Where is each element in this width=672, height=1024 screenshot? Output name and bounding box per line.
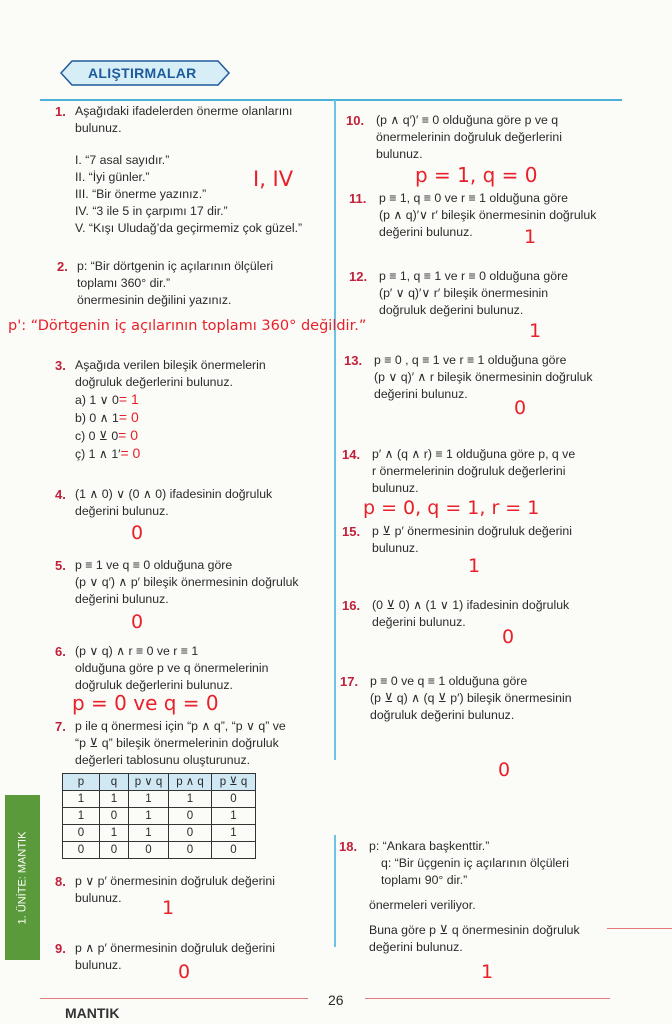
question-text: bulunuz.	[372, 481, 419, 495]
table-header: p ∧ q	[169, 774, 212, 791]
question-number: 1.	[55, 104, 66, 119]
sub-question-text: c) 0 ⊻ 0	[75, 429, 119, 443]
question-text: doğruluk değerlerini bulunuz.	[75, 375, 233, 389]
page-number: 26	[328, 992, 344, 1008]
question-text: bulunuz.	[372, 541, 419, 555]
question-text: toplamı 360° dir.”	[77, 276, 171, 290]
question-text: Buna göre p ⊻ q önermesinin doğruluk	[369, 923, 580, 937]
question-number: 10.	[346, 113, 365, 128]
handwritten-answer: 1	[481, 961, 494, 983]
sub-answer: = 0	[120, 445, 141, 461]
question-text: p ≡ 1, q ≡ 1 ve r ≡ 0 olduğuna göre	[379, 269, 569, 283]
question-number: 16.	[342, 598, 361, 613]
question-12	[349, 268, 569, 319]
header-divider	[40, 99, 622, 101]
footer-title: MANTIK	[65, 1005, 120, 1021]
column-divider-lower	[334, 835, 336, 947]
handwritten-answer: p = 0, q = 1, r = 1	[363, 497, 540, 519]
question-11	[349, 190, 597, 241]
question-9	[55, 940, 275, 974]
question-text: (p ∨ q′) ∧ p′ bileşik önermesinin doğruluk	[75, 575, 299, 589]
handwritten-answer: 1	[524, 226, 537, 248]
table-cell: 0	[100, 842, 129, 859]
question-text: (p ∨ q) ∧ r ≡ 0 ve r ≡ 1	[75, 644, 199, 658]
section-title: ALIŞTIRMALAR	[88, 65, 197, 81]
question-text: p ≡ 0 ve q ≡ 1 olduğuna göre	[370, 674, 528, 688]
handwritten-answer: 1	[162, 897, 175, 919]
sub-question	[75, 445, 266, 463]
question-text: değerleri tablosunu oluşturunuz.	[75, 753, 251, 767]
question-text: değerini bulunuz.	[369, 940, 463, 954]
question-text: p′ ∧ (q ∧ r) ≡ 1 olduğuna göre p, q ve	[372, 447, 576, 461]
column-divider	[334, 100, 336, 760]
table-cell: 1	[63, 791, 100, 808]
question-text: (p ∧ q′)′ ≡ 0 olduğuna göre p ve q	[376, 113, 559, 127]
question-5	[55, 557, 299, 608]
question-text: değerini bulunuz.	[372, 615, 466, 629]
handwritten-answer: 1	[529, 320, 542, 342]
table-cell: 1	[63, 808, 100, 825]
table-row	[63, 808, 256, 825]
question-text: bulunuz.	[376, 147, 423, 161]
question-number: 13.	[344, 353, 363, 368]
sub-question-text: ç) 1 ∧ 1′	[75, 447, 121, 461]
question-7	[55, 718, 286, 769]
question-16	[342, 597, 570, 631]
question-text: (p ∧ q)′∨ r′ bileşik önermesinin doğruluk	[379, 208, 597, 222]
question-text: “p ⊻ q” bileşik önermelerinin doğruluk	[75, 736, 279, 750]
table-cell: 1	[129, 825, 169, 842]
question-text: değerini bulunuz.	[374, 387, 468, 401]
question-number: 8.	[55, 874, 66, 889]
question-text	[369, 889, 580, 897]
question-number: 14.	[342, 447, 361, 462]
question-text: değerini bulunuz.	[75, 592, 169, 606]
table-cell: 0	[169, 808, 212, 825]
handwritten-answer: 0	[502, 626, 515, 648]
truth-table	[62, 773, 256, 859]
question-text: önermesinin değilini yazınız.	[77, 293, 232, 307]
table-cell: 0	[169, 825, 212, 842]
question-text: bulunuz.	[75, 891, 122, 905]
table-cell: 1	[100, 791, 129, 808]
sub-question	[75, 427, 266, 445]
handwritten-answer: p = 1, q = 0	[415, 163, 538, 187]
question-text: p ≡ 0 , q ≡ 1 ve r ≡ 1 olduğuna göre	[374, 353, 567, 367]
table-header: p ∨ q	[129, 774, 169, 791]
question-number: 18.	[339, 839, 358, 854]
table-cell: 1	[129, 808, 169, 825]
handwritten-answer: 0	[514, 397, 527, 419]
sub-question	[75, 391, 266, 409]
question-6	[55, 643, 269, 694]
question-text: önermelerinin doğruluk değerlerini	[376, 130, 562, 144]
table-cell: 1	[129, 791, 169, 808]
question-text: bulunuz.	[75, 958, 122, 972]
question-17	[340, 673, 572, 724]
question-text: (p ∨ q)′ ∧ r bileşik önermesinin doğruluk	[374, 370, 593, 384]
question-text: p ∧ p′ önermesinin doğruluk değerini	[75, 941, 275, 955]
sub-question-text: a) 1 ∨ 0	[75, 393, 119, 407]
table-row	[63, 791, 256, 808]
question-text: p ∨ p′ önermesinin doğruluk değerini	[75, 874, 275, 888]
handwritten-answer: 0	[131, 522, 144, 544]
question-text: Aşağıdaki ifadelerden önerme olanlarını	[75, 104, 293, 118]
question-14	[342, 446, 576, 497]
question-text: p ≡ 1, q ≡ 0 ve r ≡ 1 olduğuna göre	[379, 191, 569, 205]
table-cell: 0	[63, 825, 100, 842]
sub-answer: = 0	[118, 409, 139, 425]
question-text: doğruluk değerini bulunuz.	[370, 708, 515, 722]
question-number: 5.	[55, 558, 66, 573]
footer-line-left	[40, 998, 308, 999]
table-cell: 0	[63, 842, 100, 859]
table-cell: 0	[212, 791, 256, 808]
table-cell: 0	[169, 842, 212, 859]
footer-line-right	[365, 998, 610, 999]
question-text: p: “Ankara başkenttir.”	[369, 839, 490, 853]
handwritten-answer: 0	[498, 759, 511, 781]
question-text: p: “Bir dörtgenin iç açılarının ölçüleri	[77, 259, 274, 273]
question-number: 3.	[55, 358, 66, 373]
question-text: (0 ⊻ 0) ∧ (1 ∨ 1) ifadesinin doğruluk	[372, 598, 570, 612]
statement-item: IV. “3 ile 5 in çarpımı 17 dir.”	[75, 204, 228, 218]
question-text: önermeleri veriliyor.	[369, 898, 476, 912]
question-text: doğruluk değerini bulunuz.	[379, 303, 524, 317]
table-cell: 1	[100, 825, 129, 842]
statement-item: I. “7 asal sayıdır.”	[75, 153, 170, 167]
question-18	[339, 838, 580, 956]
question-number: 4.	[55, 487, 66, 502]
handwritten-answer: 0	[178, 961, 191, 983]
question-text: olduğuna göre p ve q önermelerinin	[75, 661, 269, 675]
table-cell: 0	[100, 808, 129, 825]
question-text: (p ⊻ q) ∧ (q ⊻ p′) bileşik önermesinin	[370, 691, 572, 705]
question-2	[57, 258, 274, 309]
question-15	[342, 523, 572, 557]
question-number: 2.	[57, 259, 68, 274]
unit-label: 1. ÜNİTE: MANTIK	[16, 831, 29, 924]
handwritten-answer: p': “Dörtgenin iç açılarının toplamı 360° değildir.”	[8, 318, 367, 334]
question-number: 15.	[342, 524, 361, 539]
question-text: doğruluk değerlerini bulunuz.	[75, 678, 233, 692]
question-number: 9.	[55, 941, 66, 956]
question-number: 6.	[55, 644, 66, 659]
statement-item: V. “Kışı Uludağ’da geçirmemiz çok güzel.”	[75, 221, 303, 235]
question-number: 12.	[349, 269, 368, 284]
table-header: p ⊻ q	[212, 774, 256, 791]
sub-answer: = 0	[118, 427, 139, 443]
question-8	[55, 873, 275, 907]
table-header: q	[100, 774, 129, 791]
sub-question-text: b) 0 ∧ 1	[75, 411, 119, 425]
handwritten-answer: 1	[468, 555, 481, 577]
handwritten-answer: 0	[131, 611, 144, 633]
table-cell: 1	[212, 808, 256, 825]
question-text: q: “Bir üçgenin iç açılarının ölçüleri	[381, 856, 569, 870]
table-cell: 0	[212, 842, 256, 859]
question-number: 7.	[55, 719, 66, 734]
question-text: p ⊻ p′ önermesinin doğruluk değerini	[372, 524, 572, 538]
handwritten-answer: I, IV	[253, 167, 294, 191]
table-row	[63, 825, 256, 842]
table-cell: 0	[129, 842, 169, 859]
statement-item: III. “Bir önerme yazınız.”	[75, 187, 207, 201]
table-row	[63, 842, 256, 859]
question-text: p ile q önermesi için “p ∧ q”, “p ∨ q” ve	[75, 719, 286, 733]
question-text: değerini bulunuz.	[75, 504, 169, 518]
question-text: toplamı 90° dir.”	[381, 873, 468, 887]
statement-item: II. “İyi günler.”	[75, 170, 150, 184]
question-number: 17.	[340, 674, 359, 689]
table-cell: 1	[169, 791, 212, 808]
question-text: Aşağıda verilen bileşik önermelerin	[75, 358, 266, 372]
table-header: p	[63, 774, 100, 791]
question-3	[55, 357, 266, 463]
answer-line	[607, 928, 672, 929]
question-text: (p′ ∨ q)′∨ r′ bileşik önermesinin	[379, 286, 549, 300]
table-cell: 1	[212, 825, 256, 842]
question-13	[344, 352, 593, 403]
question-text: bulunuz.	[75, 121, 122, 135]
question-text: değerini bulunuz.	[379, 225, 473, 239]
question-text	[369, 914, 580, 922]
handwritten-answer: p = 0 ve q = 0	[72, 691, 219, 715]
question-text: (1 ∧ 0) ∨ (0 ∧ 0) ifadesinin doğruluk	[75, 487, 273, 501]
question-10	[346, 112, 562, 163]
question-number: 11.	[349, 191, 367, 206]
sub-answer: = 1	[118, 391, 139, 407]
question-text: p ≡ 1 ve q ≡ 0 olduğuna göre	[75, 558, 233, 572]
sub-question	[75, 409, 266, 427]
question-text: r önermelerinin doğruluk değerlerini	[372, 464, 566, 478]
question-4	[55, 486, 273, 520]
